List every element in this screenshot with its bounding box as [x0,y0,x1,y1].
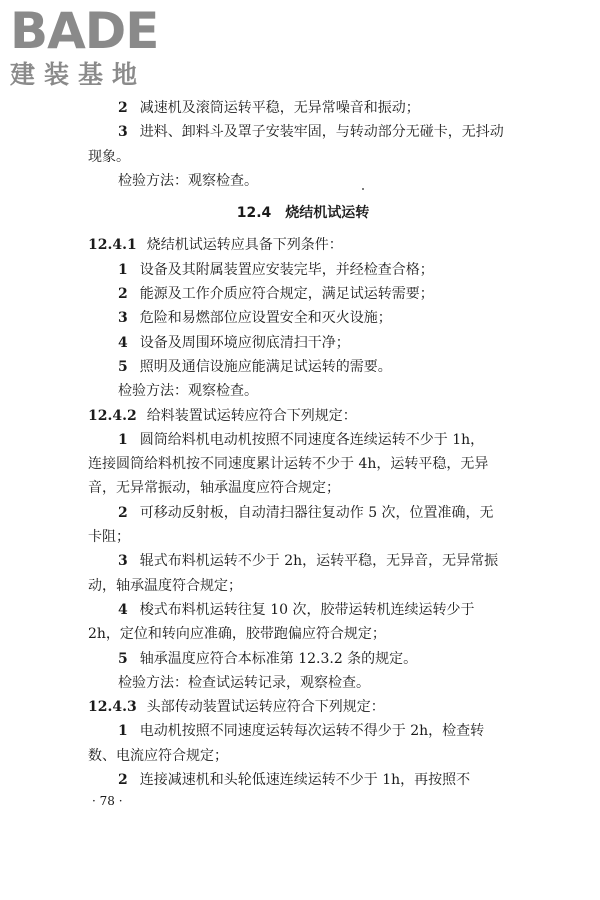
inspection-method: 检验方法：检查试运转记录，观察检查。 [118,674,370,691]
clause-text: 给料装置试运转应符合下列规定： [146,407,357,424]
clause-number: 12.4.1 [88,237,137,254]
item-text: 照明及通信设施应能满足试运转的需要。 [139,358,392,375]
item-number: 1 [118,431,128,448]
section-title: 烧结机试运转 [285,205,370,222]
list-item [88,120,518,144]
item-text: 危险和易燃部位应设置安全和灭火设施； [139,310,392,327]
item-text: 能源及工作介质应符合规定，满足试运转需要； [139,286,434,303]
item-number: 2 [118,772,128,789]
item-text: 梭式布料机运转往复 10 次，胶带运转机连续运转少于 [139,601,475,618]
item-number: 3 [118,310,128,327]
item-number: 1 [118,723,128,740]
continuation-line: 卡阻； [88,529,130,546]
list-item [88,549,518,573]
list-item [88,306,518,330]
item-text: 辊式布料机运转不少于 2h，运转平稳，无异音，无异常振 [139,553,499,570]
item-text: 减速机及滚筒运转平稳，无异常噪音和振动； [139,100,420,116]
item-text: 电动机按照不同速度运转每次运转不得少于 2h，检查转 [139,723,485,740]
item-number: 1 [118,261,128,278]
page-number: · 78 · [92,794,123,808]
section-number: 12.4 [236,205,272,222]
continuation-line: 音，无异常振动，轴承温度应符合规定； [88,480,340,497]
clause-text: 头部传动装置试运转应符合下列规定： [146,699,385,716]
list-item [88,258,518,282]
item-number: 3 [118,124,128,141]
list-item [88,598,518,622]
continuation-line: 动，轴承温度符合规定； [88,577,242,594]
list-item [88,719,518,743]
item-number: 2 [118,100,128,116]
item-number: 2 [118,504,128,521]
continuation-line: 现象。 [88,148,130,165]
item-text: 连接减速机和头轮低速连续运转不少于 1h，再按照不 [139,772,471,789]
bade-logo [10,2,180,96]
list-item [88,355,518,379]
clause-number: 12.4.3 [88,699,137,716]
logo-subtitle: 建装基地 [10,60,147,89]
item-number: 4 [118,601,128,618]
item-text: 可移动反射板，自动清扫器往复动作 5 次，位置准确，无 [139,504,494,521]
item-text: 设备及周围环境应彻底清扫干净； [139,334,350,351]
item-text: 设备及其附属装置应安装完毕，并经检查合格； [139,261,434,278]
list-item [88,768,518,792]
list-item [88,428,518,452]
continuation-line: 数、电流应符合规定； [88,747,228,764]
clause-line [88,404,518,428]
clause-number: 12.4.2 [88,407,137,424]
inspection-method: 检验方法：观察检查。 [118,172,258,189]
clause-text: 烧结机试运转应具备下列条件： [146,237,343,254]
list-item [88,501,518,525]
item-number: 3 [118,553,128,570]
continuation-line: 连接圆筒给料机按不同速度累计运转不少于 4h，运转平稳，无异 [88,456,489,473]
item-number: 4 [118,334,128,351]
item-text: 圆筒给料机电动机按照不同速度各连续运转不少于 1h， [139,431,485,448]
logo-wordmark: BADE [10,2,159,60]
list-item [88,96,518,120]
clause-line [88,695,518,719]
list-item [88,282,518,306]
list-item [88,647,518,671]
item-number: 5 [118,650,128,667]
document-body [88,96,518,792]
clause-line [88,233,518,257]
inspection-method: 检验方法：观察检查。 [118,383,258,400]
continuation-line: 2h，定位和转向应准确，胶带跑偏应符合规定； [88,626,386,643]
section-heading [88,201,518,225]
item-number: 2 [118,286,128,303]
item-text: 轴承温度应符合本标准第 12.3.2 条的规定。 [139,650,418,667]
item-number: 5 [118,358,128,375]
list-item [88,331,518,355]
item-text: 进料、卸料斗及罩子安装牢固，与转动部分无碰卡，无抖动 [139,124,504,141]
